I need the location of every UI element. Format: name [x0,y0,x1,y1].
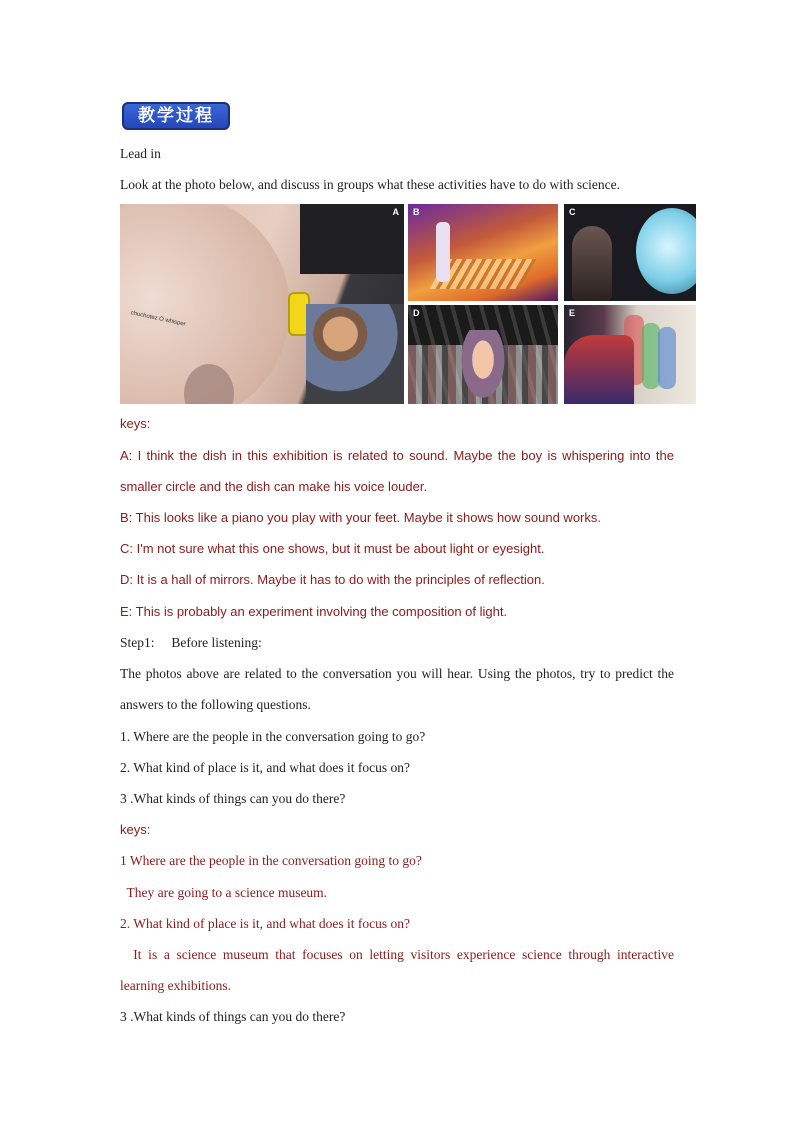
keys2-answer-1: They are going to a science museum. [120,885,328,900]
photo-b [408,204,558,301]
step1-intro-line-2: answers to the following questions. [120,697,311,712]
key-b: B: This looks like a piano you play with your feet. Maybe it shows how sound works. [120,510,601,525]
keys2-question-1: 1 Where are the people in the conversation going to go? [120,853,422,868]
key-c: C: I'm not sure what this one shows, but it must be about light or eyesight. [120,541,545,556]
key-d: D: It is a hall of mirrors. Maybe it has to do with the principles of reflection. [120,572,545,587]
keys2-answer-2-line-2: learning exhibitions. [120,978,231,993]
photo-d [408,305,558,404]
keys2-answer-2-line-1: It is a science museum that focuses on letting visitors experience science through interactive [120,947,674,962]
question-3: 3 .What kinds of things can you do there? [120,791,346,806]
lead-in-heading: Lead in [120,146,161,161]
keys2-question-2: 2. What kind of place is it, and what does it focus on? [120,916,410,931]
photo-e [564,305,696,404]
photo-label-d: D [413,308,420,318]
key-e: E: This is probably an experiment involving the composition of light. [120,604,508,619]
key-a-line-1: A: I think the dish in this exhibition is related to sound. Maybe the boy is whispering into the [120,448,674,463]
step1-heading: Step1: Before listening: [120,635,262,650]
photo-a [120,204,404,404]
photo-label-b: B [413,207,420,217]
photo-label-e: E [569,308,576,318]
panel-a-caption: chuchotez O whisper [129,310,187,328]
photo-c [564,204,696,301]
keys-heading: keys: [120,416,151,431]
key-a-line-2: smaller circle and the dish can make his voice louder. [120,479,428,494]
section-banner: 教学过程 [122,102,230,130]
question-2: 2. What kind of place is it, and what does it focus on? [120,760,410,775]
photo-collage [120,204,696,404]
keys2-question-3: 3 .What kinds of things can you do there? [120,1009,346,1024]
question-1: 1. Where are the people in the conversation going to go? [120,729,426,744]
photo-label-c: C [569,207,576,217]
instruction-text: Look at the photo below, and discuss in groups what these activities have to do with science. [120,177,621,192]
step1-intro-line-1: The photos above are related to the conversation you will hear. Using the photos, try to predict the [120,666,674,681]
photo-label-a: A [392,207,399,217]
keys2-heading: keys: [120,822,151,837]
